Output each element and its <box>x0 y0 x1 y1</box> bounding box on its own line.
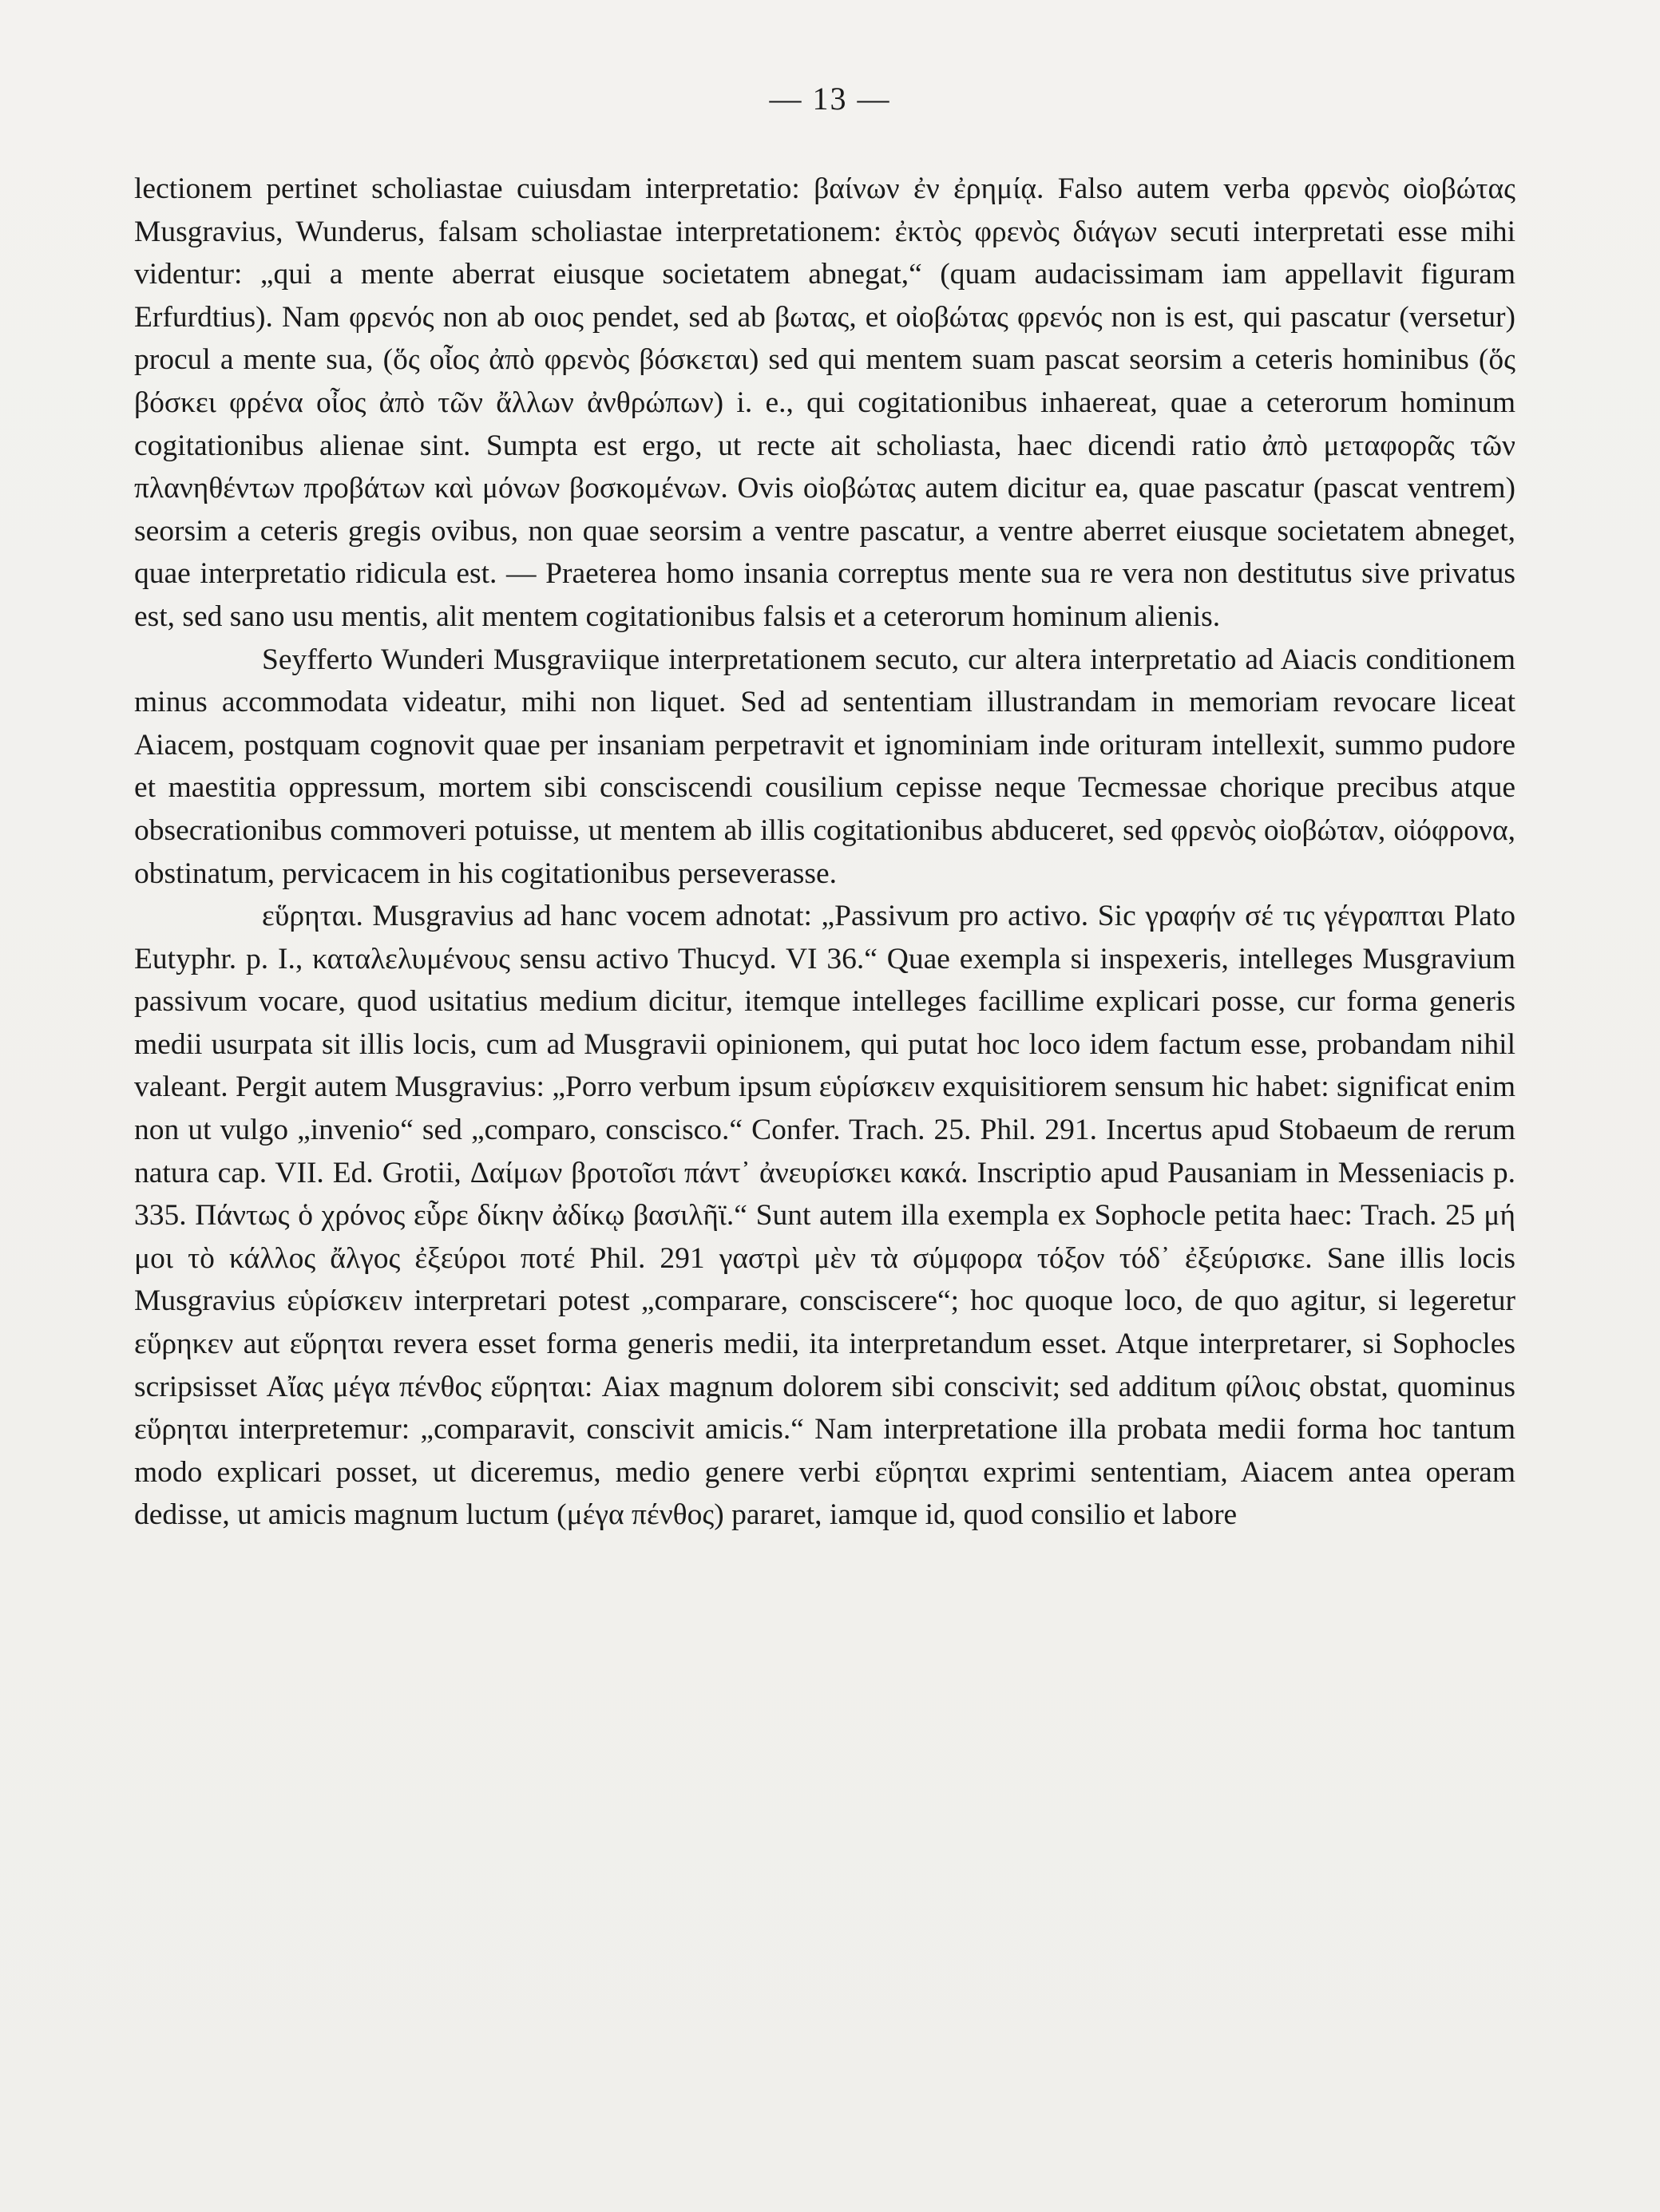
paragraph-1: lectionem pertinet scholiastae cuiusdam interpretatio: βαίνων ἐν ἐρημίᾳ. Falso autem verba φρενὸς οἰοβώτας Musgravius, Wunderus, falsam scholiastae interpretationem: ἐκτὸς φρενὸς διάγων secuti interpretati esse mihi videntur: „qui a mente aberrat eiusque societatem abnegat,“ (quam audacissimam iam appellavit figuram Erfurdtius). Nam φρενός non ab οιος pendet, sed ab βωτας, et οἰοβώτας φρενός non is est, qui pascatur (versetur) procul a mente sua, (ὅς οἶος ἀπὸ φρενὸς βόσκεται) sed qui mentem suam pascat seorsim a ceteris hominibus (ὅς βόσκει φρένα οἶος ἀπὸ τῶν ἄλλων ἀνθρώπων) i. e., qui cogitationibus inhaereat, quae a ceterorum hominum cogitationibus alienae sint. Sumpta est ergo, ut recte ait scholiasta, haec dicendi ratio ἀπὸ μεταφορᾶς τῶν πλανηθέντων προβάτων καὶ μόνων βοσκομένων. Ovis οἰοβώτας autem dicitur ea, quae pascatur (pascat ventrem) seorsim a ceteris gregis ovibus, non quae seorsim a ventre pascatur, a ventre aberret eiusque societatem abneget, quae interpretatio ridicula est. — Praeterea homo insania correptus mente sua re vera non destitutus sive privatus est, sed sano usu mentis, alit mentem cogitationibus falsis et a ceterorum hominum alienis. <box>134 172 1515 633</box>
body-text <box>134 168 1515 1537</box>
paragraph-3: εὕρηται. Musgravius ad hanc vocem adnotat: „Passivum pro activo. Sic γραφήν σέ τις γέγραπται Plato Eutyphr. p. I., καταλελυμένους sensu activo Thucyd. VI 36.“ Quae exempla si inspexeris, intelleges Musgravium passivum vocare, quod usitatius medium dicitur, itemque intelleges facillime explicari posse, cur forma generis medii usurpata sit illis locis, cum ad Musgravii opinionem, qui putat hoc loco idem factum esse, probandam nihil valeant. Pergit autem Musgravius: „Porro verbum ipsum εὑρίσκειν exquisitiorem sensum hic habet: significat enim non ut vulgo „invenio“ sed „comparo, conscisco.“ Confer. Trach. 25. Phil. 291. Incertus apud Stobaeum de rerum natura cap. VII. Ed. Grotii, Δαίμων βροτοῖσι πάντ᾽ ἀνευρίσκει κακά. Inscriptio apud Pausaniam in Messeniacis p. 335. Πάντως ὁ χρόνος εὗρε δίκην ἀδίκῳ βασιλῆϊ.“ Sunt autem illa exempla ex Sophocle petita haec: Trach. 25 μή μοι τὸ κάλλος ἄλγος ἐξεύροι ποτέ Phil. 291 γαστρὶ μὲν τὰ σύμφορα τόξον τόδ᾽ ἐξεύρισκε. Sane illis locis Musgravius εὑρίσκειν interpretari potest „comparare, consciscere“; hoc quoque loco, de quo agitur, si legeretur εὕρηκεν aut εὕρηται revera esset forma generis medii, ita interpretandum esset. Atque interpretarer, si Sophocles scripsisset Αἴας μέγα πένθος εὕρηται: Aiax magnum dolorem sibi conscivit; sed additum φίλοις obstat, quominus εὕρηται interpretemur: „comparavit, conscivit amicis.“ Nam interpretatione illa probata medii forma hoc tantum modo explicari posset, ut diceremus, medio genere verbi εὕρηται exprimi sententiam, Aiacem antea operam dedisse, ut amicis magnum luctum (μέγα πένθος) pararet, iamque id, quod consilio et labore <box>134 900 1515 1532</box>
paragraph-2: Seyfferto Wunderi Musgraviique interpretationem secuto, cur altera interpretatio ad Aiacis conditionem minus accommodata videatur, mihi non liquet. Sed ad sententiam illustrandam in memoriam revocare liceat Aiacem, postquam cognovit quae per insaniam perpetravit et ignominiam inde orituram intellexit, summo pudore et maestitia oppressum, mortem sibi consciscendi cousilium cepisse neque Tecmessae chorique precibus atque obsecrationibus commoveri potuisse, ut mentem ab illis cogitationibus abduceret, sed φρενὸς οἰοβώταν, οἰόφρονα, obstinatum, pervicacem in his cogitationibus perseverasse. <box>134 643 1515 890</box>
page-number: — 13 — <box>769 81 891 117</box>
